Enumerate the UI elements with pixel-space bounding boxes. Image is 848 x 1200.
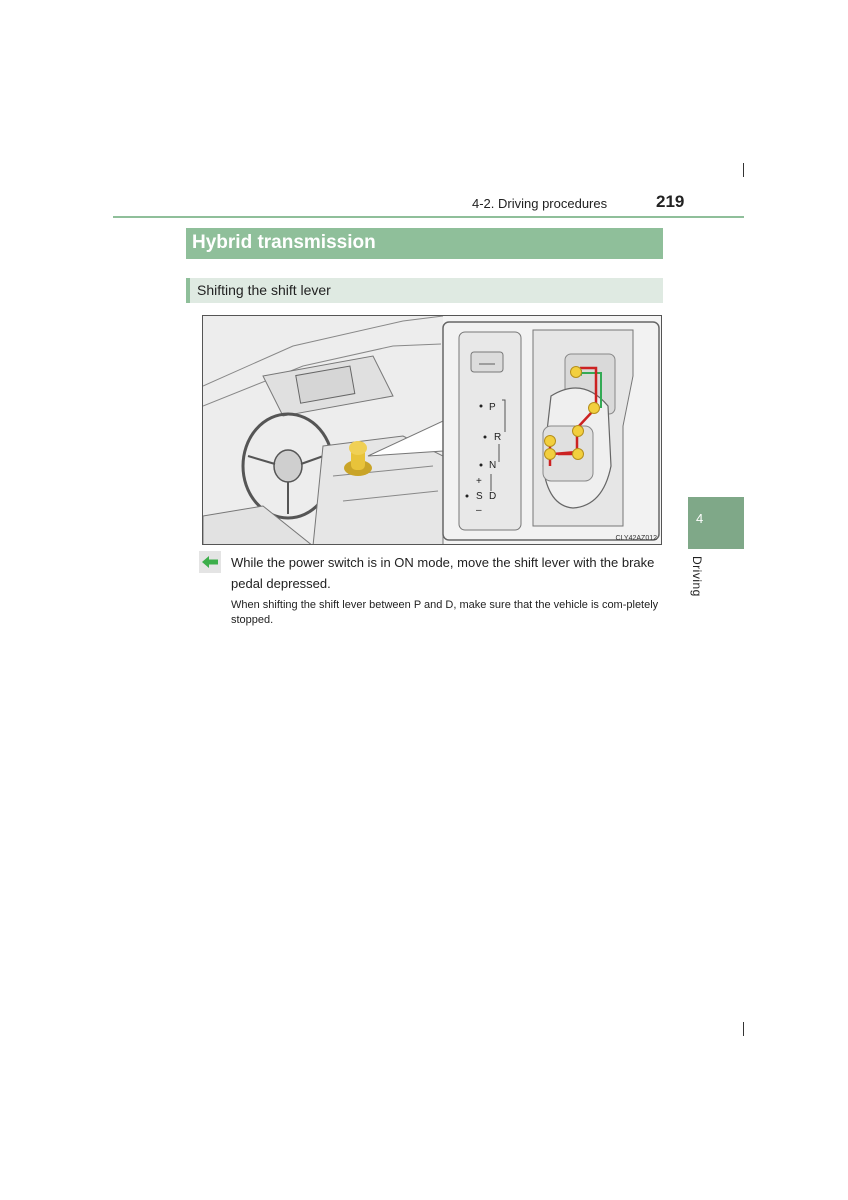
car-interior-illustration bbox=[203, 316, 443, 545]
crop-mark-top bbox=[743, 163, 744, 177]
shift-lever-illustration bbox=[203, 316, 662, 545]
gate-label-d: D bbox=[489, 491, 497, 502]
arrow-left-icon bbox=[199, 551, 221, 573]
chapter-number: 4 bbox=[696, 511, 704, 526]
chapter-tab bbox=[688, 497, 744, 549]
gate-label-p: P bbox=[489, 402, 496, 413]
crop-mark-bottom bbox=[743, 1022, 744, 1036]
page-number: 219 bbox=[656, 192, 685, 211]
subtitle-bar bbox=[186, 278, 663, 303]
header-rule bbox=[113, 216, 744, 218]
gate-label-minus: – bbox=[476, 505, 482, 516]
page-title-bar bbox=[186, 228, 663, 259]
page-title: Hybrid transmission bbox=[192, 232, 376, 253]
running-header-section: 4-2. Driving procedures bbox=[472, 196, 608, 211]
subtitle: Shifting the shift lever bbox=[197, 282, 331, 298]
figure-code: CLY42AZ012 bbox=[615, 535, 657, 542]
body-sub-text: When shifting the shift lever between P and D, make sure that the vehicle is com-pletely stopped. bbox=[231, 599, 659, 626]
gate-label-n: N bbox=[489, 460, 497, 471]
gate-detail-panel bbox=[443, 322, 659, 540]
body-main-text: While the power switch is in ON mode, move the shift lever with the brake pedal depressed. bbox=[231, 555, 655, 591]
gate-label-plus: + bbox=[476, 476, 482, 487]
gate-label-s: S bbox=[476, 491, 483, 502]
shift-lever-figure bbox=[202, 315, 662, 545]
chapter-title: Driving bbox=[690, 556, 704, 597]
gate-label-r: R bbox=[494, 432, 502, 443]
